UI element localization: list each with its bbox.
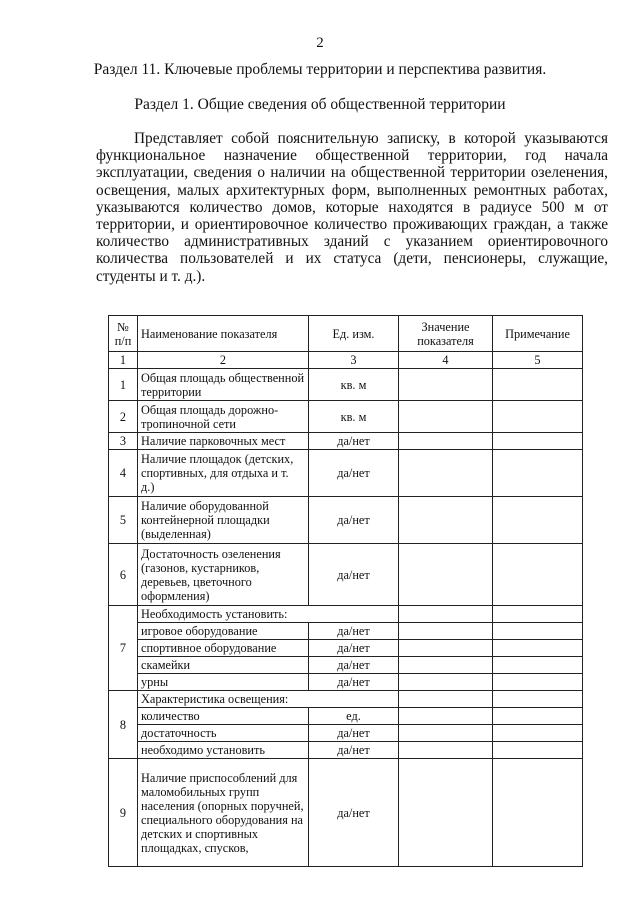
table-subrow <box>109 640 583 657</box>
row-num: 7 <box>109 606 138 691</box>
subrow-unit: да/нет <box>309 623 399 640</box>
table-row <box>109 369 583 401</box>
row-note <box>493 497 583 544</box>
row-value <box>399 742 493 759</box>
row-note <box>493 759 583 867</box>
row-name: Наличие парковочных мест <box>138 433 309 450</box>
subrow-unit: да/нет <box>309 725 399 742</box>
row-value <box>399 369 493 401</box>
table-subrow <box>109 708 583 725</box>
subrow-unit: да/нет <box>309 657 399 674</box>
colnum-3: 3 <box>309 352 399 369</box>
row-value <box>399 674 493 691</box>
row-value <box>399 725 493 742</box>
row-note <box>493 544 583 606</box>
subrow-name: количество <box>138 708 309 725</box>
colnum-2: 2 <box>138 352 309 369</box>
header-num: № п/п <box>109 316 138 352</box>
row-unit: да/нет <box>309 544 399 606</box>
row-unit: да/нет <box>309 759 399 867</box>
table-row <box>109 401 583 433</box>
row-unit: да/нет <box>309 433 399 450</box>
table-header-row <box>109 316 583 352</box>
subrow-unit: да/нет <box>309 674 399 691</box>
row-name: Наличие площадок (детских, спортивных, для отдыха и т. д.) <box>138 450 309 497</box>
row-note <box>493 725 583 742</box>
row-unit: да/нет <box>309 497 399 544</box>
colnum-4: 4 <box>399 352 493 369</box>
intro-paragraph: Представляет собой пояснительную записку, в которой указываются функциональное назначение общественной территории, год начала эксплуатации, сведения о наличии на общественной территории озеленения, освещения, малых архитектурных форм, выполненных ремонтных работах, указываются количество домов, которые находятся в радиусе 500 м от территории, и ориентировочное количество проживающих граждан, а также количество административных зданий с указанием ориентировочного количества пользователей и их статуса (дети, пенсионеры, служащие, студенты и т. д.). <box>96 130 608 285</box>
row-name: Общая площадь дорожно-тропиночной сети <box>138 401 309 433</box>
row-note <box>493 433 583 450</box>
row-value <box>399 450 493 497</box>
row-value <box>399 544 493 606</box>
row-value <box>399 759 493 867</box>
header-unit: Ед. изм. <box>309 316 399 352</box>
table-row <box>109 759 583 867</box>
row-value <box>399 657 493 674</box>
row-value <box>399 640 493 657</box>
group-title: Характеристика освещения: <box>138 691 399 708</box>
table-row <box>109 450 583 497</box>
row-num: 6 <box>109 544 138 606</box>
group-title: Необходимость установить: <box>138 606 399 623</box>
row-unit: кв. м <box>309 369 399 401</box>
subrow-name: скамейки <box>138 657 309 674</box>
table-row-group-title <box>109 691 583 708</box>
row-unit: кв. м <box>309 401 399 433</box>
row-value <box>399 623 493 640</box>
table-subrow <box>109 742 583 759</box>
subrow-name: спортивное оборудование <box>138 640 309 657</box>
header-value: Значение показателя <box>399 316 493 352</box>
row-value <box>399 708 493 725</box>
row-num: 9 <box>109 759 138 867</box>
row-value <box>399 401 493 433</box>
row-note <box>493 640 583 657</box>
header-note: Примечание <box>493 316 583 352</box>
row-num: 8 <box>109 691 138 759</box>
subrow-name: достаточность <box>138 725 309 742</box>
row-unit: да/нет <box>309 450 399 497</box>
table-subrow <box>109 725 583 742</box>
colnum-5: 5 <box>493 352 583 369</box>
row-num: 2 <box>109 401 138 433</box>
row-note <box>493 657 583 674</box>
page-number: 2 <box>316 35 324 51</box>
table-subrow <box>109 674 583 691</box>
subrow-unit: ед. <box>309 708 399 725</box>
row-name: Наличие оборудованной контейнерной площадки (выделенная) <box>138 497 309 544</box>
table-subrow <box>109 623 583 640</box>
row-note <box>493 674 583 691</box>
indicators-table <box>108 315 583 867</box>
row-note <box>493 742 583 759</box>
row-num: 4 <box>109 450 138 497</box>
row-value <box>399 691 493 708</box>
header-name: Наименование показателя <box>138 316 309 352</box>
row-num: 1 <box>109 369 138 401</box>
row-value <box>399 433 493 450</box>
row-note <box>493 369 583 401</box>
table-row-group-title <box>109 606 583 623</box>
row-note <box>493 623 583 640</box>
row-note <box>493 450 583 497</box>
row-name: Общая площадь общественной территории <box>138 369 309 401</box>
row-value <box>399 606 493 623</box>
subrow-unit: да/нет <box>309 640 399 657</box>
subrow-name: игровое оборудование <box>138 623 309 640</box>
table-subrow <box>109 657 583 674</box>
section-1-heading: Раздел 1. Общие сведения об общественной территории <box>134 96 506 113</box>
subrow-unit: да/нет <box>309 742 399 759</box>
colnum-1: 1 <box>109 352 138 369</box>
column-numbers-row <box>109 352 583 369</box>
subrow-name: необходимо установить <box>138 742 309 759</box>
row-note <box>493 708 583 725</box>
row-name: Наличие приспособлений для маломобильных групп населения (опорных поручней, специального оборудования на детских и спортивных площадках, спусков, <box>138 759 309 867</box>
row-note <box>493 606 583 623</box>
row-value <box>399 497 493 544</box>
row-num: 5 <box>109 497 138 544</box>
row-num: 3 <box>109 433 138 450</box>
section-11-heading: Раздел 11. Ключевые проблемы территории и перспектива развития. <box>93 61 547 78</box>
table-row <box>109 497 583 544</box>
row-note <box>493 401 583 433</box>
table-row <box>109 433 583 450</box>
table-row <box>109 544 583 606</box>
subrow-name: урны <box>138 674 309 691</box>
row-name: Достаточность озеленения (газонов, кустарников, деревьев, цветочного оформления) <box>138 544 309 606</box>
row-note <box>493 691 583 708</box>
